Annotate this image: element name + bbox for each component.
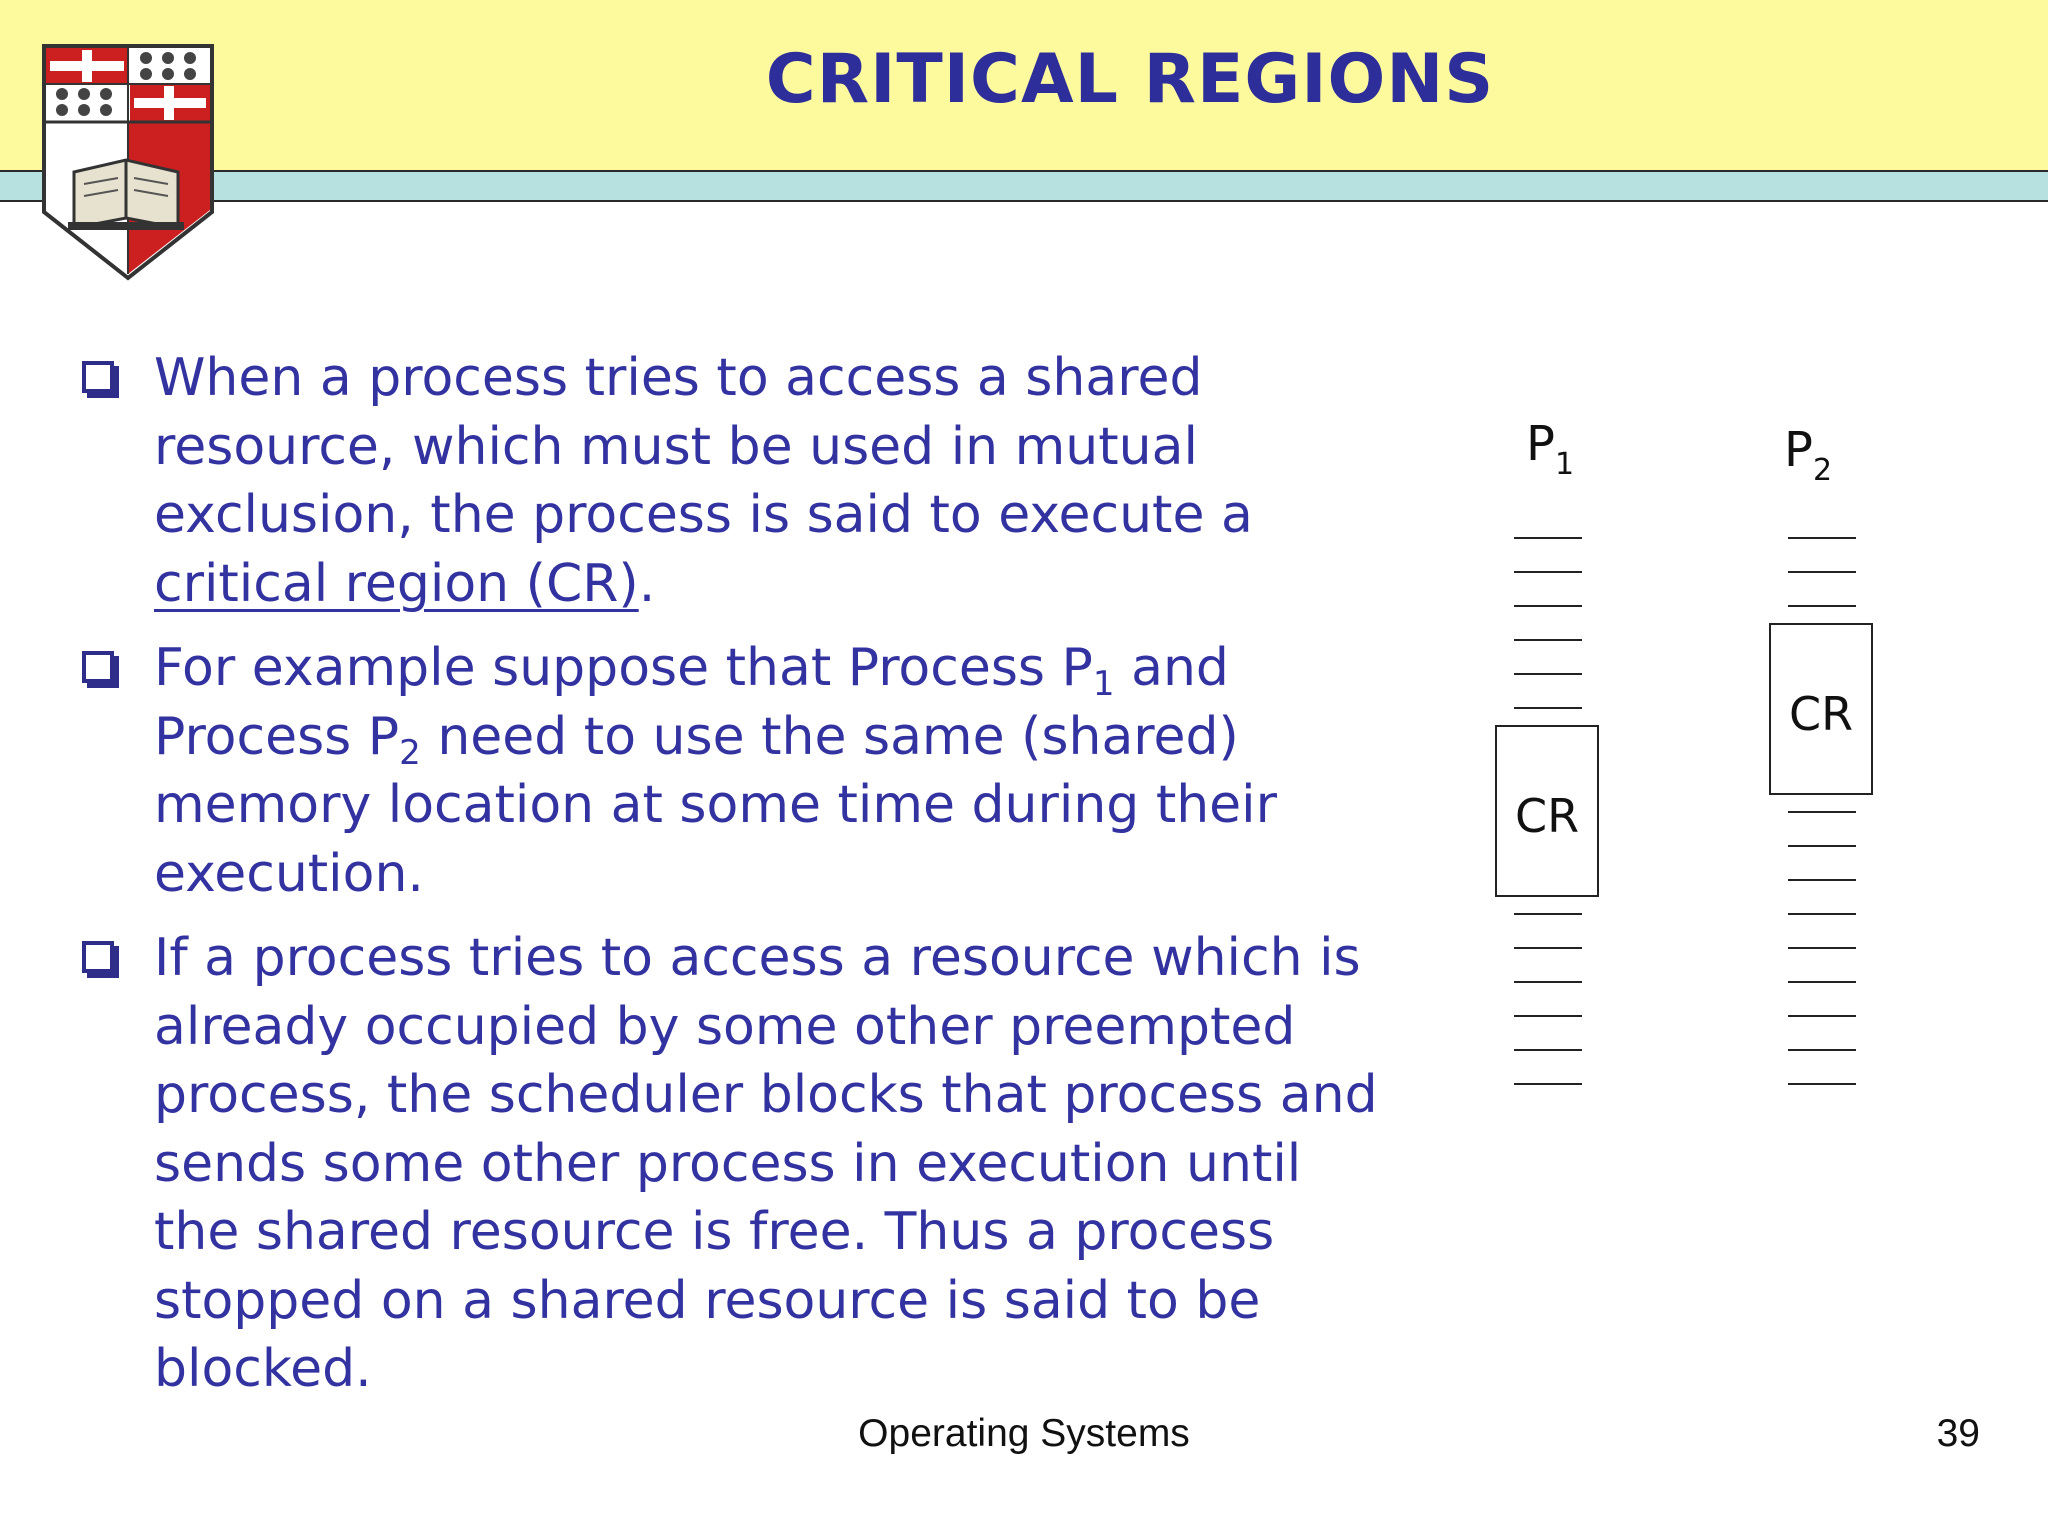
bullet-1-text: When a process tries to access a shared resource, which must be used in mutual exclusion, the process is said to execute a	[154, 348, 1253, 545]
footer-course-title: Operating Systems	[858, 1412, 1190, 1455]
critical-region-diagram	[1460, 420, 1940, 1120]
svg-text:P1	[1526, 420, 1574, 482]
bullet-2-sub2: 2	[399, 732, 421, 773]
checkbox-bullet-icon	[82, 361, 114, 393]
bullet-item-1	[78, 344, 1378, 618]
header-stripe	[0, 170, 2048, 202]
p1-cr-label: CR	[1514, 789, 1580, 843]
p2-instructions-after	[1788, 812, 1856, 1084]
p2-instructions-before	[1788, 538, 1856, 606]
university-crest-logo	[38, 42, 218, 282]
p1-label: P	[1526, 420, 1555, 472]
bullet-item-2	[78, 634, 1378, 908]
svg-text:P2	[1784, 422, 1832, 488]
critical-region-term: critical region (CR)	[154, 553, 639, 614]
p1-instructions-after	[1514, 914, 1582, 1084]
bullet-1-end: .	[638, 553, 656, 614]
bullet-2-part3: need to use the same (shared) memory location at some time during their execution.	[154, 706, 1277, 904]
bullet-list	[78, 344, 1378, 1420]
p2-cr-label: CR	[1788, 687, 1854, 741]
p1-instructions-before	[1514, 538, 1582, 708]
checkbox-bullet-icon	[82, 941, 114, 973]
slide-title: CRITICAL REGIONS	[765, 40, 1495, 119]
p2-label: P	[1784, 422, 1813, 478]
checkbox-bullet-icon	[82, 651, 114, 683]
p2-subscript: 2	[1812, 453, 1833, 488]
footer-page-number: 39	[1936, 1412, 1980, 1455]
bullet-3-text: If a process tries to access a resource which is already occupied by some other preempted process, the scheduler blocks that process and sends some other process in execution until the shared resource is free. Thus a process stopped on a shared resource is said to be blocked.	[154, 928, 1378, 1399]
bullet-item-3	[78, 924, 1378, 1404]
bullet-2-part2: and Process P	[154, 638, 1229, 767]
bullet-2-part1: For example suppose that Process P	[154, 638, 1093, 698]
bullet-2-sub1: 1	[1092, 664, 1115, 704]
p1-subscript: 1	[1554, 447, 1575, 482]
